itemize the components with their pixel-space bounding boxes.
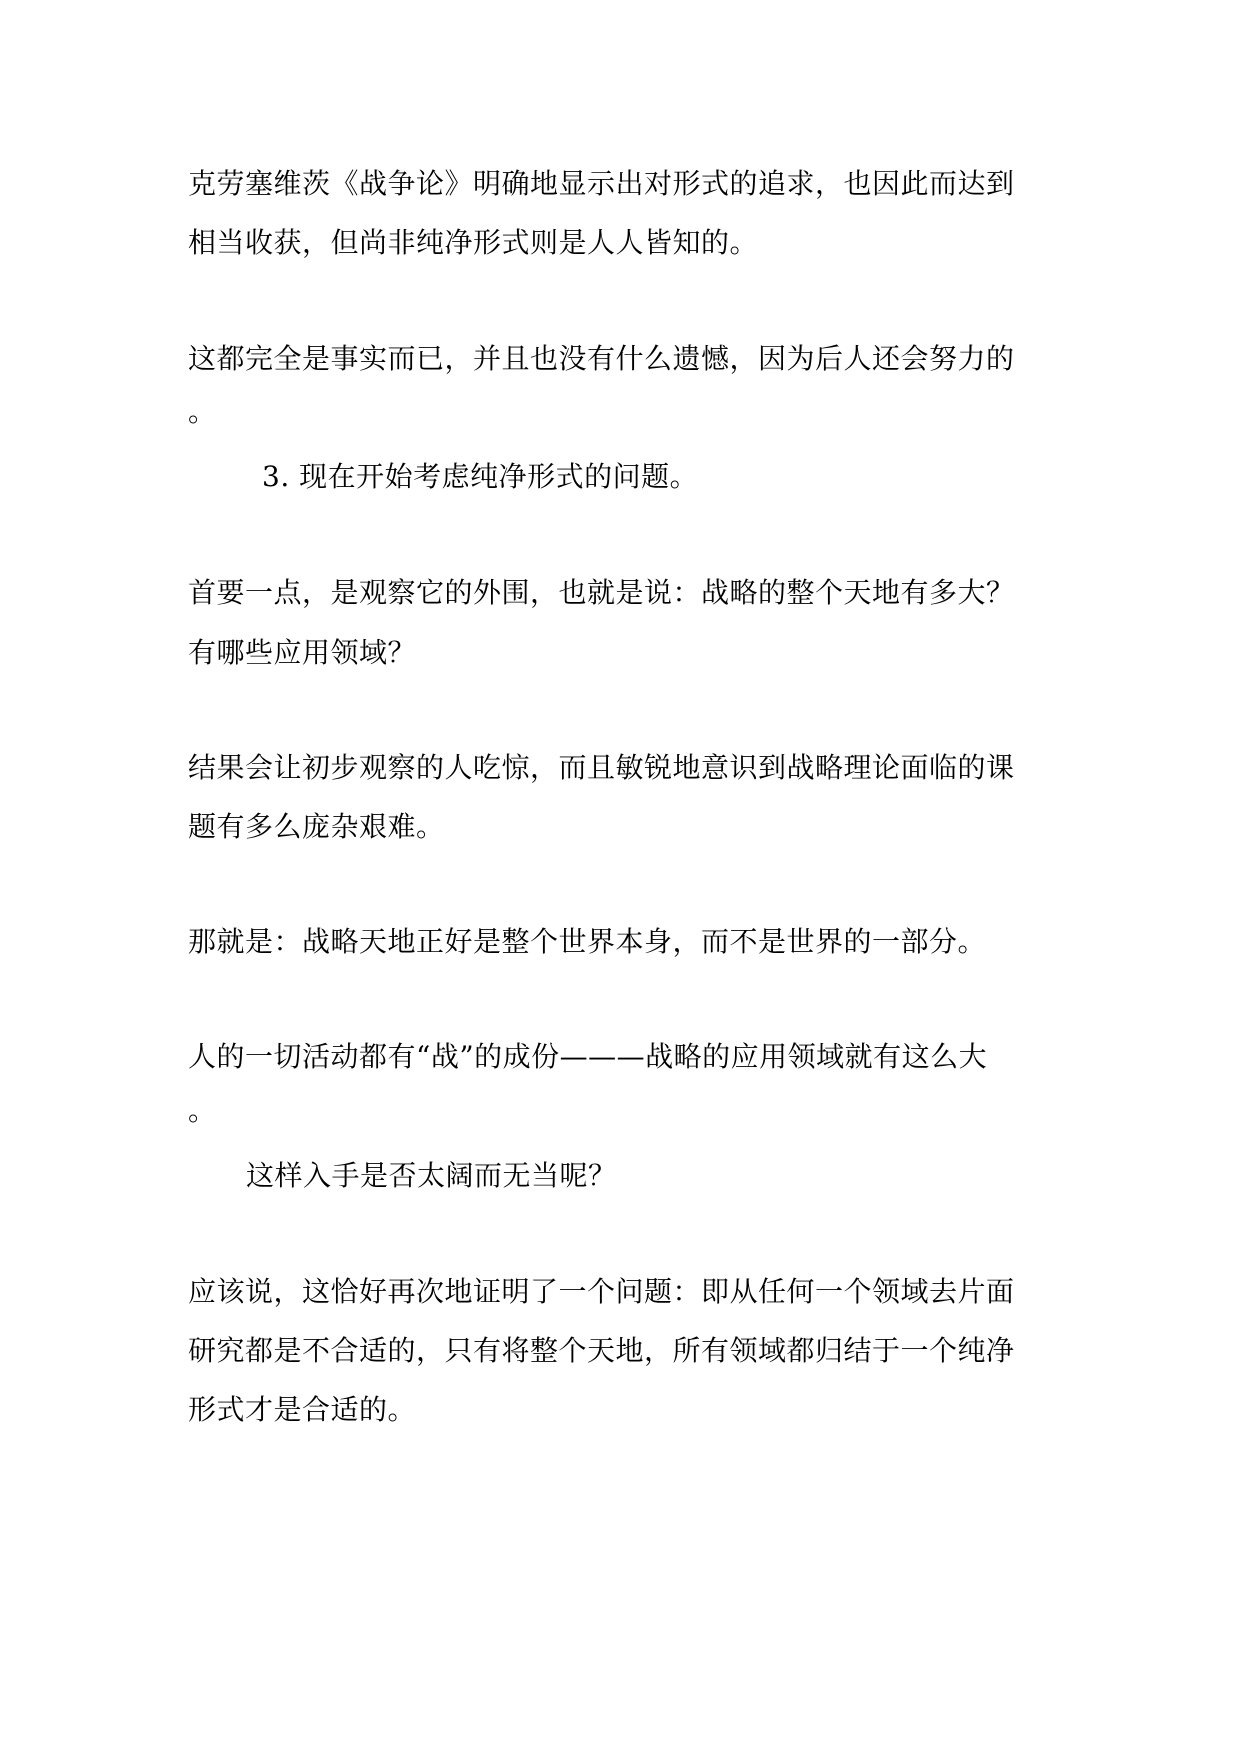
paragraph-1-line-1: 克劳塞维茨《战争论》明确地显示出对形式的追求，也因此而达到 (188, 167, 1015, 200)
paragraph-6-line-1: 人的一切活动都有“战”的成份———战略的应用领域就有这么大 (188, 1040, 988, 1073)
paragraph-4-line-1: 结果会让初步观察的人吃惊，而且敏锐地意识到战略理论面临的课 (188, 751, 1015, 784)
paragraph-6-line-2: 。 (188, 1094, 217, 1127)
paragraph-1-line-2: 相当收获，但尚非纯净形式则是人人皆知的。 (188, 226, 759, 259)
paragraph-3-line-2: 有哪些应用领域？ (188, 636, 417, 669)
paragraph-8-line-2: 研究都是不合适的，只有将整个天地，所有领域都归结于一个纯净 (188, 1334, 1015, 1367)
paragraph-2-line-2: 。 (188, 395, 217, 428)
paragraph-5-line-1: 那就是：战略天地正好是整个世界本身，而不是世界的一部分。 (188, 925, 987, 958)
paragraph-7-line-1: 这样入手是否太阔而无当呢？ (246, 1159, 617, 1192)
paragraph-8-line-1: 应该说，这恰好再次地证明了一个问题：即从任何一个领域去片面 (188, 1275, 1015, 1308)
paragraph-8-line-3: 形式才是合适的。 (188, 1393, 417, 1426)
paragraph-2-line-1: 这都完全是事实而已，并且也没有什么遗憾，因为后人还会努力的 (188, 342, 1015, 375)
paragraph-3-line-1: 首要一点，是观察它的外围，也就是说：战略的整个天地有多大？ (188, 576, 1015, 609)
paragraph-4-line-2: 题有多么庞杂艰难。 (188, 810, 445, 843)
numbered-item-3: 3. 现在开始考虑纯净形式的问题。 (262, 460, 699, 493)
